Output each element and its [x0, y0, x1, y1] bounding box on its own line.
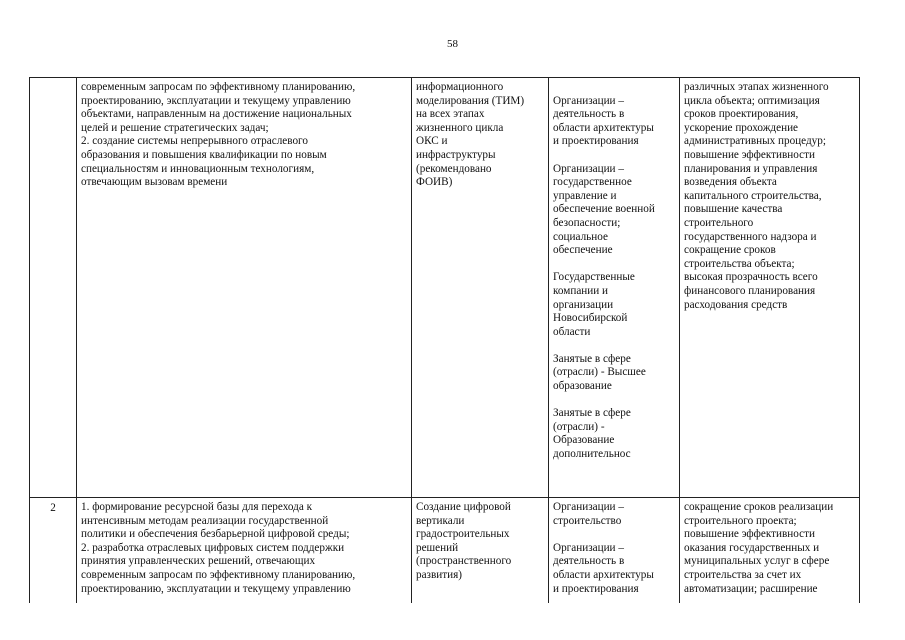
row-number: 2 [50, 502, 56, 514]
text-line: обеспечение [553, 244, 613, 257]
line-gap [553, 528, 675, 542]
participants-cell [549, 498, 680, 604]
text-line: 2. создание системы непрерывного отраслевого [81, 135, 308, 148]
text-line: сокращение сроков реализации [684, 501, 834, 513]
text-line: различных этапах жизненного [684, 81, 829, 93]
text-line: управление и [553, 189, 617, 202]
text-line: повышение эффективности [684, 528, 815, 541]
goals-cell [77, 498, 412, 604]
text-line: деятельность в [553, 108, 625, 121]
text-line: строительство [553, 514, 622, 527]
text-line: на всех этапах [416, 108, 485, 121]
effects-cell [680, 498, 860, 604]
text-line: планирования и управления [684, 162, 818, 175]
text-line: специальностям и инновационным технологиям, [81, 162, 315, 175]
text-line: ОКС и [416, 135, 448, 148]
program-table [29, 77, 860, 603]
text-line: ускорение прохождение [684, 121, 799, 134]
table-row [30, 498, 860, 604]
text-line: и проектирования [553, 582, 639, 595]
text-line: инфраструктуры [416, 148, 496, 161]
text-line: строительства за счет их [684, 568, 802, 581]
text-line: вертикали [416, 514, 465, 527]
text-line: Государственные [553, 271, 635, 284]
text-line: и проектирования [553, 135, 639, 148]
text-line: деятельность в [553, 555, 625, 568]
table-row [30, 78, 860, 498]
text-line: проектированию, эксплуатации и текущему управлению [81, 94, 351, 107]
text-line: проектированию, эксплуатации и текущему управлению [81, 582, 351, 595]
text-line: образования и повышения квалификации по новым [81, 148, 327, 161]
text-line: (отрасли) - [553, 420, 605, 433]
row-number-cell [30, 498, 77, 604]
text-line: повышение эффективности [684, 148, 815, 161]
text-line: автоматизации; расширение [684, 582, 818, 595]
text-line: 2. разработка отраслевых цифровых систем поддержки [81, 541, 345, 554]
text-line: строительства объекта; [684, 257, 795, 270]
text-line: Занятые в сфере [553, 407, 631, 420]
text-line: объектами, направленным на достижение национальных [81, 108, 352, 121]
text-line: (отрасли) - Высшее [553, 366, 646, 379]
project-cell [412, 498, 549, 604]
line-gap [553, 149, 675, 163]
text-line: организации [553, 298, 614, 311]
text-line: расходования средств [684, 298, 788, 311]
effects-cell [680, 78, 860, 498]
text-line: Создание цифровой [416, 501, 511, 513]
text-line: образование [553, 380, 612, 393]
text-line: цикла объекта; оптимизация [684, 94, 820, 107]
text-line: (пространственного [416, 555, 512, 568]
text-line: Новосибирской [553, 312, 628, 325]
text-line: капитального строительства, [684, 189, 822, 202]
text-line: социальное [553, 230, 608, 243]
text-line: отвечающим вызовам времени [81, 176, 228, 189]
goals-cell [77, 78, 412, 498]
text-line: Занятые в сфере [553, 352, 631, 365]
text-line: Организации – [553, 501, 624, 513]
text-line: государственного надзора и [684, 230, 817, 243]
text-line: принятия управленческих решений, отвечающих [81, 555, 316, 568]
text-line: дополнительнос [553, 448, 631, 461]
row-number-cell [30, 78, 77, 498]
text-line: информационного [416, 81, 504, 93]
text-line: сокращение сроков [684, 244, 776, 257]
text-line: сроков проектирования, [684, 108, 799, 121]
participants-cell [549, 78, 680, 498]
text-line: государственное [553, 176, 632, 189]
line-gap [553, 339, 675, 353]
text-line: области [553, 325, 591, 338]
text-line: Образование [553, 434, 615, 447]
text-line: Организации – [553, 94, 624, 107]
text-line: развития) [416, 568, 462, 581]
text-line: целей и решение стратегических задач; [81, 121, 269, 134]
text-line: муниципальных услуг в сфере [684, 555, 830, 568]
text-line: градостроительных [416, 528, 510, 541]
text-line: интенсивным методам реализации государственной [81, 514, 329, 527]
text-line: ФОИВ) [416, 176, 453, 189]
text-line: решений [416, 541, 459, 554]
line-gap [553, 394, 675, 408]
text-line: Организации – [553, 541, 624, 554]
text-line: финансового планирования [684, 284, 816, 297]
text-line: Организации – [553, 162, 624, 175]
text-line: обеспечение военной [553, 203, 655, 216]
text-line: строительного [684, 216, 754, 229]
page-number: 58 [447, 38, 458, 50]
text-line: компании и [553, 284, 609, 297]
text-line: политики и обеспечения безбарьерной цифровой среды; [81, 528, 350, 541]
text-line: моделирования (ТИМ) [416, 94, 525, 107]
text-line: (рекомендовано [416, 162, 492, 175]
text-line: 1. формирование ресурсной базы для перехода к [81, 501, 313, 513]
text-line: современным запросам по эффективному планированию, [81, 81, 356, 93]
line-gap [553, 81, 675, 95]
text-line: области архитектуры [553, 568, 654, 581]
text-line: современным запросам по эффективному планированию, [81, 568, 356, 581]
text-line: жизненного цикла [416, 121, 504, 134]
text-line: безопасности; [553, 216, 621, 229]
text-line: оказания государственных и [684, 541, 820, 554]
text-line: административных процедур; [684, 135, 826, 148]
text-line: области архитектуры [553, 121, 654, 134]
project-cell [412, 78, 549, 498]
text-line: высокая прозрачность всего [684, 271, 818, 284]
line-gap [553, 258, 675, 272]
text-line: строительного проекта; [684, 514, 797, 527]
text-line: повышение качества [684, 203, 783, 216]
text-line: возведения объекта [684, 176, 777, 189]
